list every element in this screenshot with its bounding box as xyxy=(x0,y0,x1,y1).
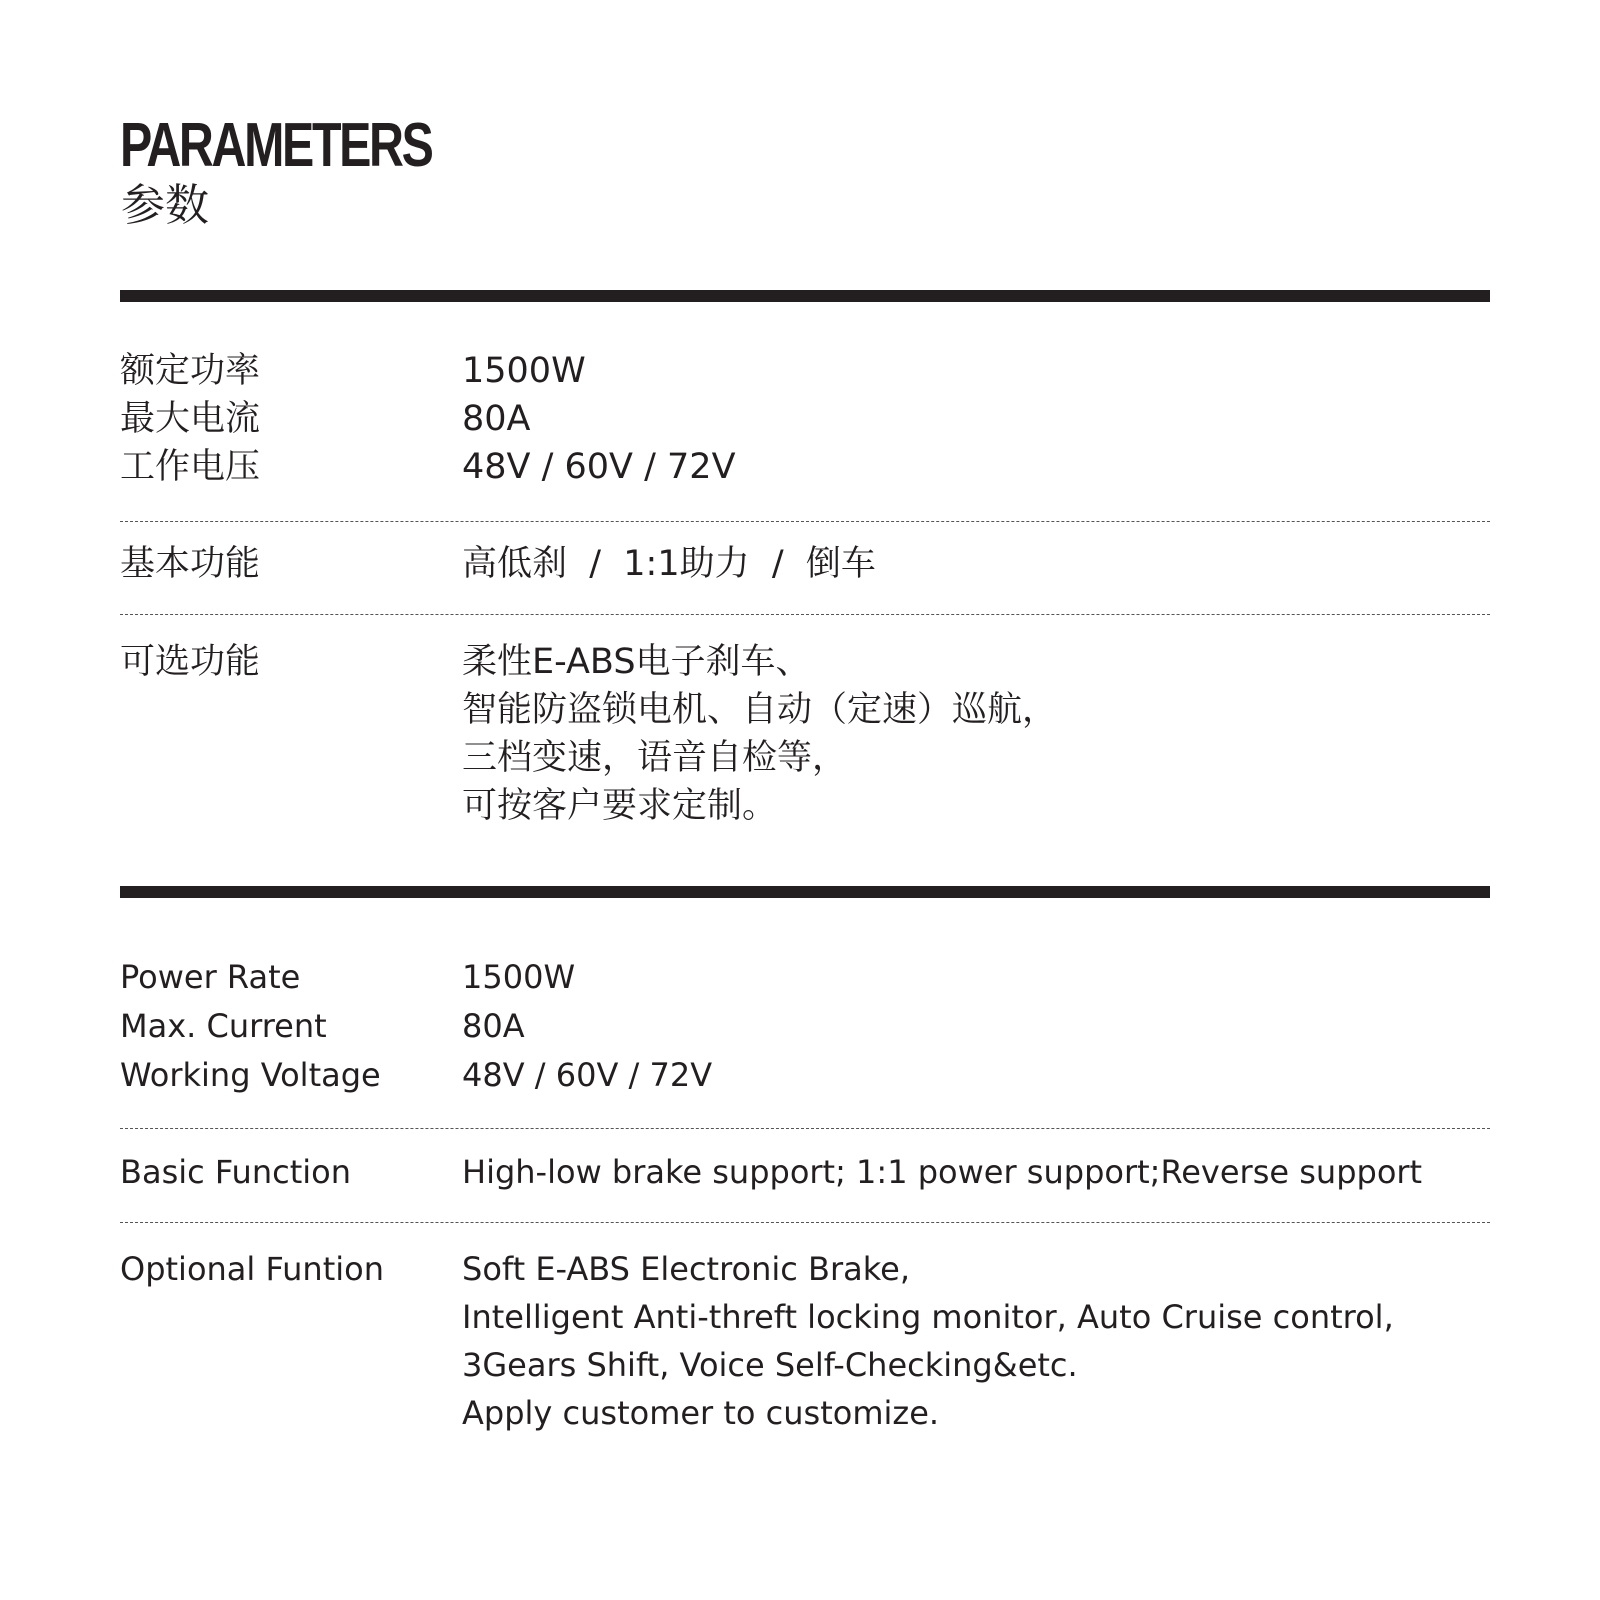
zh-spec-label: 最大电流 xyxy=(120,399,261,439)
zh-spec-label: 额定功率 xyxy=(120,351,261,391)
divider-dashed xyxy=(120,614,1490,615)
title-english: PARAMETERS xyxy=(120,111,432,180)
zh-spec-value: 48V / 60V / 72V xyxy=(462,447,736,487)
zh-optional-line: 智能防盗锁电机、自动（定速）巡航， xyxy=(462,690,1058,730)
en-optional-line: Soft E-ABS Electronic Brake, xyxy=(462,1250,911,1288)
divider-thick-top xyxy=(120,290,1490,302)
zh-optional-line: 柔性E-ABS电子刹车、 xyxy=(462,642,811,682)
zh-basic-label: 基本功能 xyxy=(120,544,261,584)
zh-spec-label: 工作电压 xyxy=(120,447,261,487)
divider-dashed xyxy=(120,521,1490,522)
en-optional-label: Optional Funtion xyxy=(120,1250,384,1288)
zh-optional-label: 可选功能 xyxy=(120,642,261,682)
zh-spec-value: 1500W xyxy=(462,351,586,391)
en-optional-line: Intelligent Anti-threft locking monitor, Auto Cruise control, xyxy=(462,1298,1394,1336)
zh-basic-value: 高低刹 / 1:1助力 / 倒车 xyxy=(462,544,876,584)
divider-dashed xyxy=(120,1222,1490,1223)
en-spec-label: Working Voltage xyxy=(120,1056,381,1094)
en-spec-value: 1500W xyxy=(462,958,576,996)
divider-thick-middle xyxy=(120,886,1490,898)
en-spec-value: 48V / 60V / 72V xyxy=(462,1056,713,1094)
en-spec-value: 80A xyxy=(462,1007,525,1045)
en-optional-values xyxy=(462,1245,1394,1437)
zh-optional-line: 可按客户要求定制。 xyxy=(462,786,778,826)
en-basic-value: High-low brake support; 1:1 power support;Reverse support xyxy=(462,1153,1423,1191)
en-spec-label: Max. Current xyxy=(120,1007,327,1045)
zh-optional-line: 三档变速，语音自检等， xyxy=(462,738,848,778)
en-optional-line: 3Gears Shift, Voice Self-Checking&etc. xyxy=(462,1346,1078,1384)
zh-spec-value: 80A xyxy=(462,399,531,439)
divider-dashed xyxy=(120,1128,1490,1129)
en-optional-line: Apply customer to customize. xyxy=(462,1394,940,1432)
en-spec-label: Power Rate xyxy=(120,958,301,996)
en-basic-label: Basic Function xyxy=(120,1153,351,1191)
zh-optional-values xyxy=(462,638,1057,830)
title-chinese: 参数 xyxy=(121,180,209,231)
